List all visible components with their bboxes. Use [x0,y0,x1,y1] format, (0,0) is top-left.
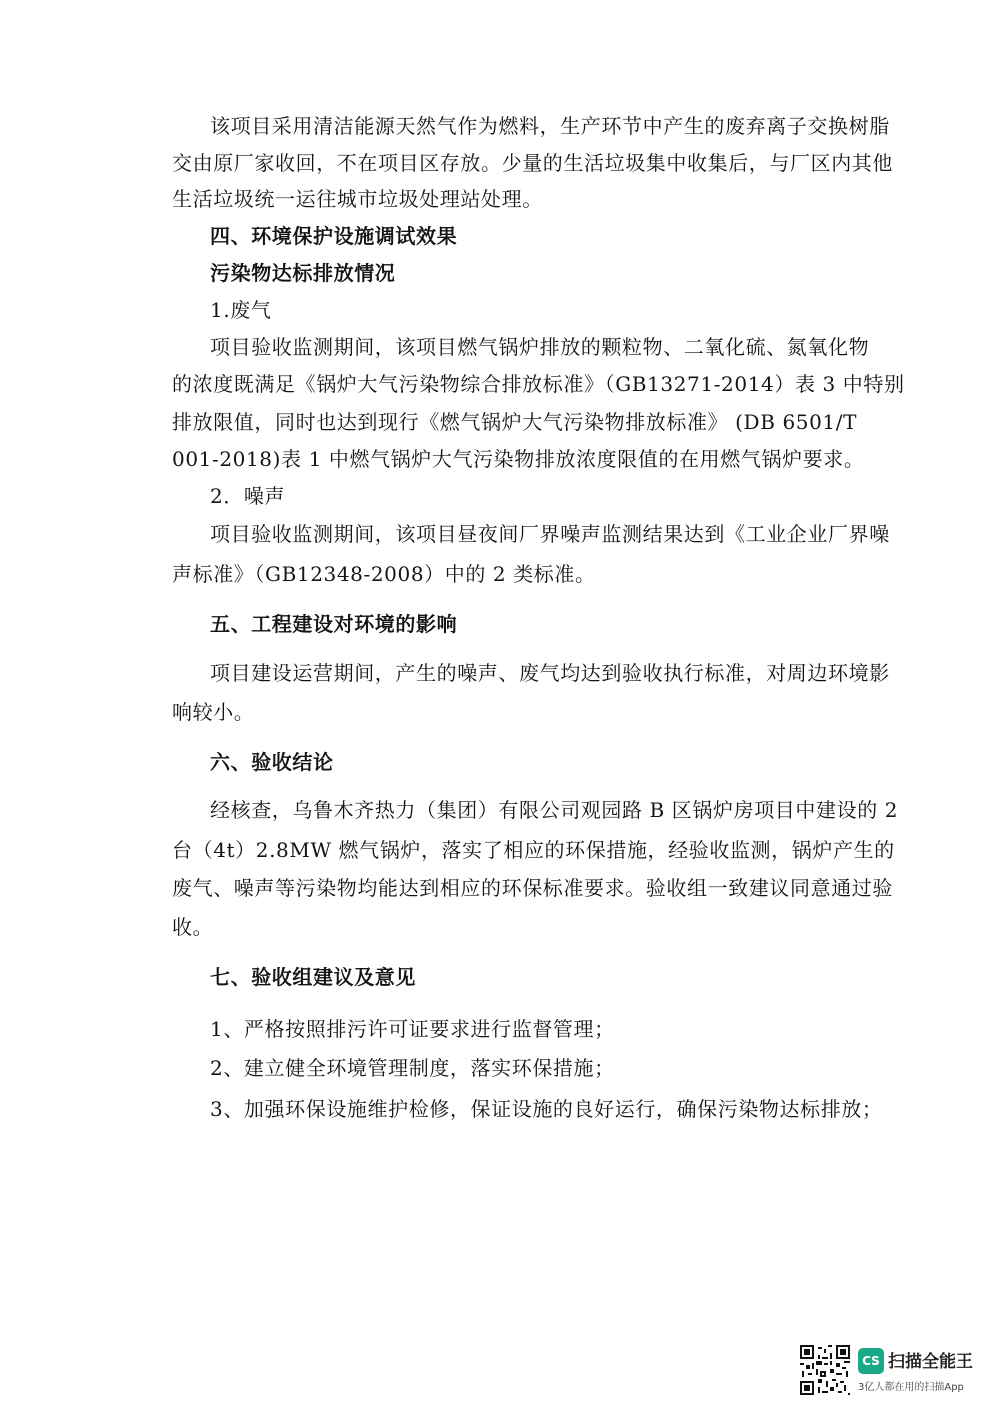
text-line: 台（4t）2.8MW 燃气锅炉，落实了相应的环保措施，经验收监测，锅炉产生的 [172,838,895,862]
subsection-heading: 2．噪声 [210,484,286,508]
text-line: 项目验收监测期间，该项目昼夜间厂界噪声监测结果达到《工业企业厂界噪 [210,522,890,546]
section-heading: 七、验收组建议及意见 [210,965,416,989]
text-line: 项目验收监测期间，该项目燃气锅炉排放的颗粒物、二氧化硫、氮氧化物 [210,335,870,359]
scanner-watermark [800,1345,980,1401]
text-line: 该项目采用清洁能源天然气作为燃料，生产环节中产生的废弃离子交换树脂 [210,114,890,138]
text-line: 001-2018)表 1 中燃气锅炉大气污染物排放浓度限值的在用燃气锅炉要求。 [172,447,865,471]
text-line: 废气、噪声等污染物均能达到相应的环保标准要求。验收组一致建议同意通过验 [172,876,893,900]
list-item: 3、加强环保设施维护检修，保证设施的良好运行，确保污染物达标排放； [210,1097,883,1121]
text-line: 交由原厂家收回，不在项目区存放。少量的生活垃圾集中收集后，与厂区内其他 [172,151,893,175]
scanner-tagline: 3亿人都在用的扫描App [858,1382,964,1393]
list-item: 2、建立健全环境管理制度，落实环保措施； [210,1056,615,1080]
text-line: 生活垃圾统一运往城市垃圾处理站处理。 [172,187,543,211]
text-line: 声标准》（GB12348-2008）中的 2 类标准。 [172,562,596,586]
text-line: 响较小。 [172,700,255,724]
text-line: 的浓度既满足《锅炉大气污染物综合排放标准》（GB13271-2014）表 3 中特别 [172,372,905,396]
subsection-heading: 污染物达标排放情况 [210,261,396,285]
scanner-app-name: 扫描全能王 [888,1352,973,1372]
section-heading: 五、工程建设对环境的影响 [210,612,458,636]
subsection-heading: 1.废气 [210,298,272,322]
list-item: 1、严格按照排污许可证要求进行监督管理； [210,1017,615,1041]
section-heading: 四、环境保护设施调试效果 [210,224,458,248]
text-line: 排放限值，同时也达到现行《燃气锅炉大气污染物排放标准》 (DB 6501/T [172,410,858,434]
camscanner-logo-icon: CS [858,1348,884,1374]
text-line: 项目建设运营期间，产生的噪声、废气均达到验收执行标准，对周边环境影 [210,661,890,685]
qr-code-icon [800,1345,850,1395]
text-line: 经核查，乌鲁木齐热力（集团）有限公司观园路 B 区锅炉房项目中建设的 2 [210,798,899,822]
section-heading: 六、验收结论 [210,750,334,774]
text-line: 收。 [172,915,214,939]
